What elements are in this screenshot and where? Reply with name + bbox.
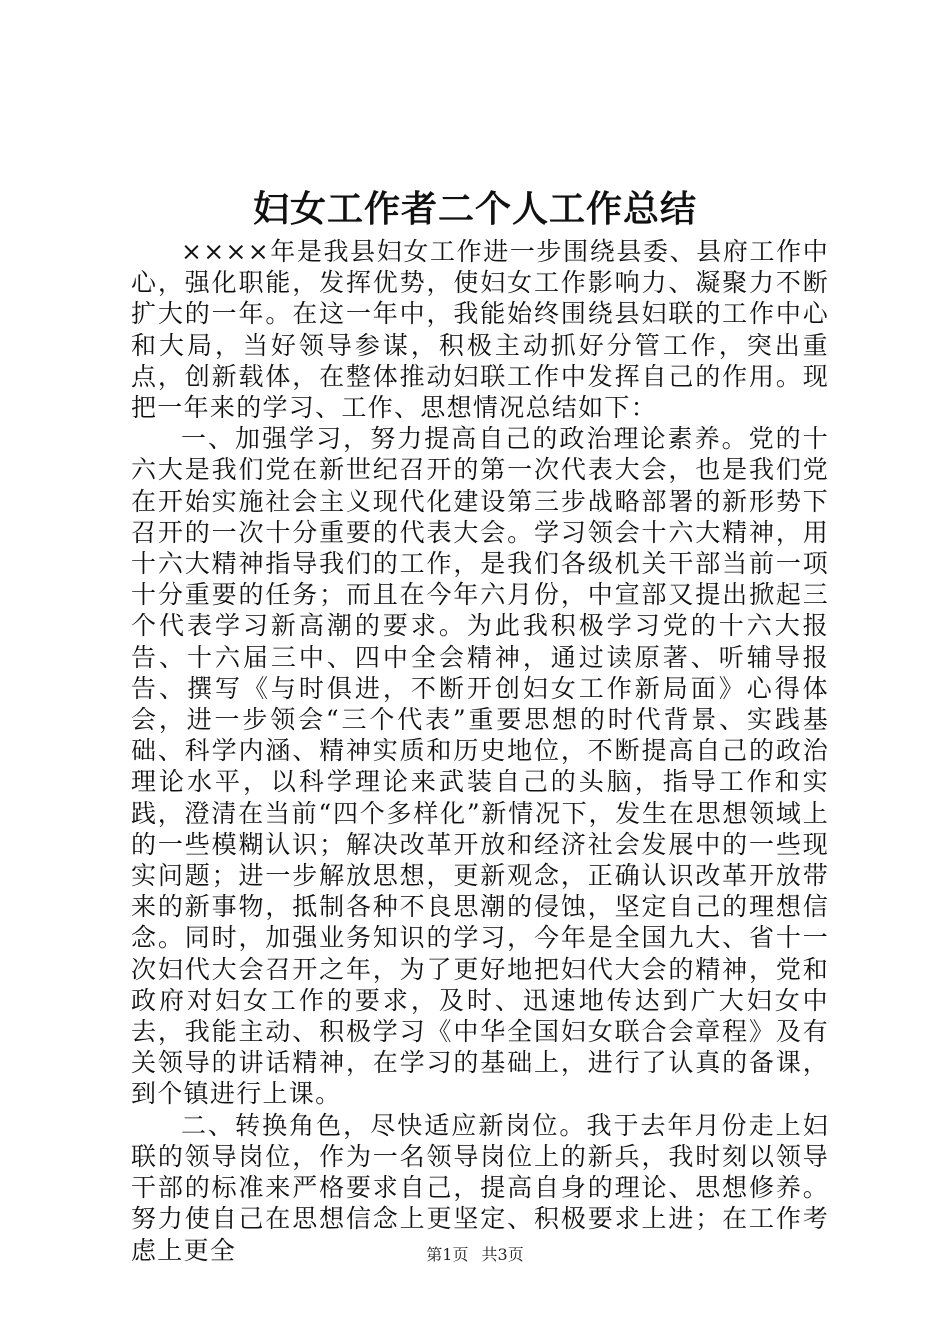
body-paragraph-intro: ××××年是我县妇女工作进一步围绕县委、县府工作中心，强化职能，发挥优势，使妇女工作影响力、凝聚力不断扩大的一年。在这一年中，我能始终围绕县妇联的工作中心和大局，当好领导参谋，积极主动抓好分管工作，突出重点，创新载体，在整体推动妇联工作中发挥自己的作用。现把一年来的学习、工作、思想情况总结如下： [131,237,829,423]
body-paragraph-section-two: 二、转换角色，尽快适应新岗位。我于去年月份走上妇联的领导岗位，作为一名领导岗位上的新兵，我时刻以领导干部的标准来严格要求自己，提高自身的理论、思想修养。努力使自己在思想信念上更坚定、积极要求上进；在工作考虑上更全 [131,1110,829,1265]
body-paragraph-section-one: 一、加强学习，努力提高自己的政治理论素养。党的十六大是我们党在新世纪召开的第一次代表大会，也是我们党在开始实施社会主义现代化建设第三步战略部署的新形势下召开的一次十分重要的代表大会。学习领会十六大精神，用十六大精神指导我们的工作，是我们各级机关干部当前一项十分重要的任务；而且在今年六月份，中宣部又提出掀起三个代表学习新高潮的要求。为此我积极学习党的十六大报告、十六届三中、四中全会精神，通过读原著、听辅导报告、撰写《与时俱进，不断开创妇女工作新局面》心得体会，进一步领会“三个代表”重要思想的时代背景、实践基础、科学内涵、精神实质和历史地位，不断提高自己的政治理论水平，以科学理论来武装自己的头脑，指导工作和实践，澄清在当前“四个多样化”新情况下，发生在思想领域上的一些模糊认识；解决改革开放和经济社会发展中的一些现实问题；进一步解放思想，更新观念，正确认识改革开放带来的新事物，抵制各种不良思潮的侵蚀，坚定自己的理想信念。同时，加强业务知识的学习，今年是全国九大、省十一次妇代大会召开之年，为了更好地把妇代大会的精神，党和政府对妇女工作的要求，及时、迅速地传达到广大妇女中去，我能主动、积极学习《中华全国妇女联合会章程》及有关领导的讲话精神，在学习的基础上，进行了认真的备课，到个镇进行上课。 [131,424,829,1109]
page-footer [0,1244,950,1266]
document-body [131,236,829,1266]
document-title: 妇女工作者二个人工作总结 [252,188,697,230]
page-total: 共3页 [481,1245,524,1264]
page-number: 第1页 [426,1245,469,1264]
